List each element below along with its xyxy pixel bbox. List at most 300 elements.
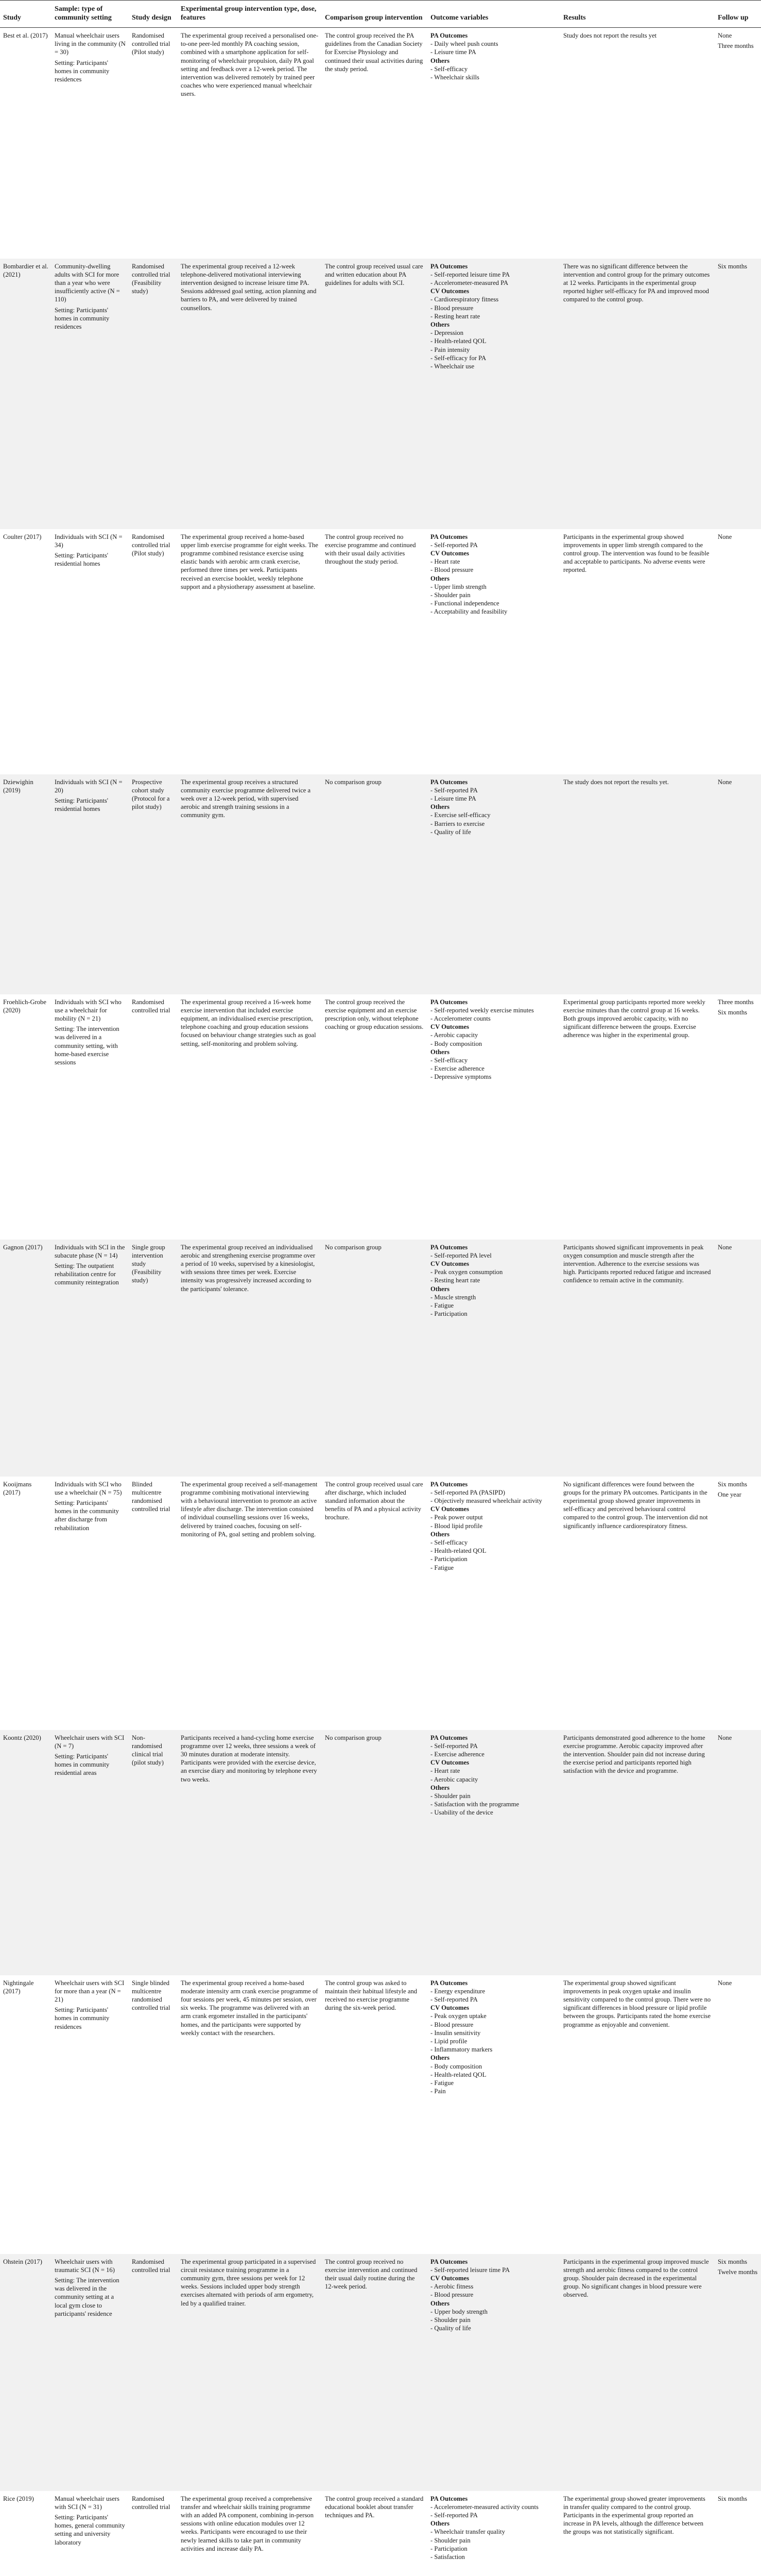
comparison-cell bbox=[322, 28, 427, 259]
outcomes-cell bbox=[427, 1975, 560, 2254]
outcomes-cell bbox=[427, 28, 560, 259]
sample-cell bbox=[51, 1975, 129, 2254]
outcome-heading: Others bbox=[430, 2054, 450, 2062]
outcome-item: - Exercise adherence bbox=[430, 1750, 485, 1758]
outcome-heading: Others bbox=[430, 57, 450, 64]
outcome-heading: PA Outcomes bbox=[430, 778, 468, 786]
outcome-item: - Self-efficacy for PA bbox=[430, 354, 487, 362]
sample-text: Individuals with SCI (N = 34) bbox=[55, 533, 123, 549]
results-cell bbox=[560, 1975, 715, 2254]
table-row bbox=[0, 994, 761, 1240]
sample-text: Setting: The outpatient rehabilitation centre for community reintegration bbox=[55, 1262, 119, 1286]
study-name: Koontz (2020) bbox=[3, 1734, 41, 1741]
outcome-item: - Muscle strength bbox=[430, 1293, 476, 1301]
outcome-item: - Pain bbox=[430, 2088, 446, 2095]
followup-text: None bbox=[718, 1979, 732, 1987]
design-text: Randomised controlled trial bbox=[132, 2258, 170, 2274]
results-text: Participants in the experimental group showed improvements in upper limb strength compared to the control group. The intervention was found to be feasible and acceptable to participants. No adverse events were reported. bbox=[563, 533, 710, 574]
outcomes-cell bbox=[427, 1477, 560, 1730]
table-body bbox=[0, 28, 761, 2576]
followup-cell bbox=[715, 1730, 761, 1975]
design-text: Randomised controlled trial (Pilot study) bbox=[132, 533, 170, 557]
sample-cell bbox=[51, 1730, 129, 1975]
outcome-item: - Self-reported PA bbox=[430, 1742, 478, 1750]
sample-text: Manual wheelchair users living in the community (N = 30) bbox=[55, 32, 126, 56]
design-cell bbox=[129, 529, 178, 774]
header-design: Study design bbox=[129, 1, 178, 28]
sample-text: Wheelchair users with SCI for more than a year (N = 21) bbox=[55, 1979, 125, 2003]
outcome-item: - Lipid profile bbox=[430, 2037, 468, 2045]
outcome-item: - Self-efficacy bbox=[430, 65, 468, 73]
outcome-item: - Wheelchair transfer quality bbox=[430, 2528, 505, 2536]
sample-cell bbox=[51, 774, 129, 994]
intervention-cell bbox=[178, 28, 322, 259]
study-name: Rice (2019) bbox=[3, 2495, 34, 2502]
outcome-item: - Aerobic capacity bbox=[430, 1031, 478, 1039]
results-cell bbox=[560, 994, 715, 1240]
sample-text: Individuals with SCI (N = 20) bbox=[55, 778, 123, 794]
outcome-item: - Usability of the device bbox=[430, 1809, 493, 1817]
design-cell bbox=[129, 1730, 178, 1975]
study-name: Nightingale (2017) bbox=[3, 1979, 34, 1995]
outcome-item: - Depressive symptoms bbox=[430, 1073, 492, 1081]
sample-text: Setting: Participants' homes, general community setting and university laboratory bbox=[55, 2513, 125, 2546]
header-row bbox=[0, 1, 761, 28]
outcome-item: - Health-related QOL bbox=[430, 2071, 487, 2078]
sample-text: Setting: Participants' homes in community residences bbox=[55, 306, 110, 330]
study-cell bbox=[0, 994, 51, 1240]
outcome-heading: PA Outcomes bbox=[430, 1979, 468, 1987]
outcome-item: - Aerobic capacity bbox=[430, 1775, 478, 1783]
outcome-item: - Blood pressure bbox=[430, 304, 474, 312]
design-cell bbox=[129, 994, 178, 1240]
design-cell bbox=[129, 1477, 178, 1730]
design-cell bbox=[129, 259, 178, 529]
design-text: Prospective cohort study (Protocol for a pilot study) bbox=[132, 778, 170, 811]
header-followup: Follow up bbox=[715, 1, 761, 28]
design-cell bbox=[129, 1240, 178, 1477]
header-comparison: Comparison group intervention bbox=[322, 1, 427, 28]
followup-cell bbox=[715, 28, 761, 259]
comparison-cell bbox=[322, 2254, 427, 2491]
outcome-heading: PA Outcomes bbox=[430, 262, 468, 270]
outcome-heading: Others bbox=[430, 1784, 450, 1791]
study-name: Coulter (2017) bbox=[3, 533, 42, 540]
outcome-item: - Self-reported PA (PASIPD) bbox=[430, 1488, 505, 1496]
outcome-item: - Depression bbox=[430, 329, 464, 337]
study-cell bbox=[0, 529, 51, 774]
comparison-text: No comparison group bbox=[325, 778, 382, 786]
outcome-item: - Exercise adherence bbox=[430, 1065, 485, 1073]
comparison-cell bbox=[322, 259, 427, 529]
outcome-item: - Quality of life bbox=[430, 2325, 471, 2332]
outcome-item: - Accelerometer-measured PA bbox=[430, 279, 509, 286]
outcome-item: - Self-reported PA bbox=[430, 786, 478, 794]
design-cell bbox=[129, 28, 178, 259]
design-text: Single group intervention study (Feasibility study) bbox=[132, 1243, 165, 1284]
followup-cell bbox=[715, 994, 761, 1240]
results-cell bbox=[560, 1730, 715, 1975]
outcome-item: - Satisfaction with the programme bbox=[430, 1801, 520, 1808]
outcome-heading: Others bbox=[430, 1530, 450, 1538]
table-row bbox=[0, 1730, 761, 1975]
study-name: Froehlich-Grobe (2020) bbox=[3, 998, 46, 1014]
outcome-item: - Blood pressure bbox=[430, 2291, 474, 2299]
study-cell bbox=[0, 28, 51, 259]
intervention-text: The experimental group received a 12-week telephone-delivered motivational interviewing intervention designed to increase leisure time PA. Sessions addressed goal setting, action planning and barriers to PA, and were delivered by trained counsellors. bbox=[181, 262, 317, 312]
followup-text: None bbox=[718, 533, 732, 540]
followup-text: Three months bbox=[718, 42, 754, 50]
outcomes-cell bbox=[427, 529, 560, 774]
sample-cell bbox=[51, 1477, 129, 1730]
intervention-text: The experimental group received a self-management programme combining motivational interviewing with a behavioural intervention to promote an active lifestyle after discharge. The intervention consisted of individual counselling sessions over 16 weeks, delivered by trained coaches, focusing on self-monitoring of PA, goal setting and problem solving. bbox=[181, 1480, 318, 1538]
study-cell bbox=[0, 1477, 51, 1730]
comparison-cell bbox=[322, 774, 427, 994]
results-text: The experimental group showed significant improvements in peak oxygen uptake and insulin sensitivity compared to the control group. There were no significant differences in blood pressure or lipid profile between the groups. Participants rated the home exercise programme as enjoyable and convenient. bbox=[563, 1979, 711, 2028]
design-text: Randomised controlled trial (Feasibility study) bbox=[132, 262, 170, 295]
outcome-item: - Fatigue bbox=[430, 1301, 454, 1309]
sample-text: Setting: Participants' homes in community residences bbox=[55, 2006, 110, 2030]
intervention-text: The experimental group participated in a supervised circuit resistance training programme in a community gym, three sessions per week for 12 weeks. Sessions included upper body strength exercises alternated with periods of arm ergometry, led by a qualified trainer. bbox=[181, 2258, 316, 2307]
sample-cell bbox=[51, 2254, 129, 2491]
followup-text: None bbox=[718, 1734, 732, 1741]
outcome-item: - Resting heart rate bbox=[430, 312, 480, 320]
study-name: Best et al. (2017) bbox=[3, 32, 48, 39]
outcome-item: - Pain intensity bbox=[430, 346, 470, 353]
intervention-cell bbox=[178, 774, 322, 994]
outcomes-cell bbox=[427, 259, 560, 529]
results-text: Study does not report the results yet bbox=[563, 32, 657, 39]
comparison-text: The control group received a standard educational booklet about transfer techniques and PA. bbox=[325, 2495, 424, 2519]
comparison-cell bbox=[322, 529, 427, 774]
design-text: Randomised controlled trial bbox=[132, 998, 170, 1014]
outcome-heading: CV Outcomes bbox=[430, 287, 469, 295]
followup-cell bbox=[715, 774, 761, 994]
table-row bbox=[0, 259, 761, 529]
sample-text: Individuals with SCI in the subacute phase (N = 14) bbox=[55, 1243, 125, 1259]
results-cell bbox=[560, 2491, 715, 2576]
outcome-item: - Participation bbox=[430, 2545, 468, 2552]
outcome-item: - Self-reported PA bbox=[430, 2511, 478, 2519]
outcome-heading: CV Outcomes bbox=[430, 1260, 469, 1267]
study-cell bbox=[0, 1975, 51, 2254]
outcome-item: - Heart rate bbox=[430, 558, 460, 566]
followup-text: Twelve months bbox=[718, 2268, 758, 2276]
results-cell bbox=[560, 1240, 715, 1477]
outcome-heading: PA Outcomes bbox=[430, 2258, 468, 2265]
design-text: Randomised controlled trial (Pilot study) bbox=[132, 32, 170, 56]
table-row bbox=[0, 2491, 761, 2576]
followup-cell bbox=[715, 529, 761, 774]
outcome-heading: PA Outcomes bbox=[430, 32, 468, 39]
outcome-item: - Peak oxygen consumption bbox=[430, 1268, 503, 1276]
comparison-cell bbox=[322, 1477, 427, 1730]
intervention-cell bbox=[178, 2491, 322, 2576]
outcome-heading: Others bbox=[430, 803, 450, 811]
intervention-cell bbox=[178, 1975, 322, 2254]
sample-text: Setting: The intervention was delivered in the community setting at a local gym close to participants' residence bbox=[55, 2276, 119, 2317]
outcome-item: - Barriers to exercise bbox=[430, 820, 485, 827]
outcome-heading: PA Outcomes bbox=[430, 533, 468, 540]
outcome-item: - Daily wheel push counts bbox=[430, 40, 498, 48]
followup-text: Six months bbox=[718, 262, 748, 270]
followup-cell bbox=[715, 2254, 761, 2491]
outcome-item: - Self-reported PA bbox=[430, 541, 478, 549]
results-cell bbox=[560, 1477, 715, 1730]
outcome-item: - Upper limb strength bbox=[430, 583, 487, 590]
table-row bbox=[0, 1975, 761, 2254]
outcomes-cell bbox=[427, 1240, 560, 1477]
outcome-item: - Wheelchair skills bbox=[430, 74, 479, 81]
outcomes-cell bbox=[427, 994, 560, 1240]
design-cell bbox=[129, 2491, 178, 2576]
outcome-item: - Blood pressure bbox=[430, 2021, 474, 2028]
outcome-item: - Fatigue bbox=[430, 2079, 454, 2087]
outcome-heading: PA Outcomes bbox=[430, 1480, 468, 1488]
outcome-heading: PA Outcomes bbox=[430, 1734, 468, 1741]
comparison-cell bbox=[322, 1240, 427, 1477]
results-text: Experimental group participants reported more weekly exercise minutes than the control group at 16 weeks. Both groups improved aerobic capacity, with no significant difference between the groups. Exercise adherence was higher in the experimental group. bbox=[563, 998, 705, 1039]
sample-text: Wheelchair users with SCI (N = 7) bbox=[55, 1734, 125, 1750]
outcome-item: - Shoulder pain bbox=[430, 1792, 471, 1800]
outcome-item: - Objectively measured wheelchair activity bbox=[430, 1497, 542, 1504]
outcome-heading: Others bbox=[430, 2520, 450, 2528]
study-cell bbox=[0, 774, 51, 994]
outcome-item: - Health-related QOL bbox=[430, 337, 487, 345]
table-row bbox=[0, 28, 761, 259]
results-cell bbox=[560, 529, 715, 774]
outcome-heading: PA Outcomes bbox=[430, 1243, 468, 1251]
followup-cell bbox=[715, 259, 761, 529]
study-cell bbox=[0, 1730, 51, 1975]
intervention-text: The experimental group received a personalised one-to-one peer-led monthly PA coaching session, combined with a smartphone application for self-monitoring of wheelchair propulsion, daily PA goal setting and feedback over a 12-week period. The intervention was delivered remotely by trained peer coaches who were experienced manual wheelchair users. bbox=[181, 32, 319, 98]
outcome-item: - Accelerometer counts bbox=[430, 1014, 491, 1022]
followup-cell bbox=[715, 2491, 761, 2576]
sample-text: Setting: Participants' homes in community residential areas bbox=[55, 1752, 110, 1777]
outcome-heading: CV Outcomes bbox=[430, 1023, 469, 1031]
outcome-item: - Shoulder pain bbox=[430, 591, 471, 599]
followup-text: Six months bbox=[718, 2495, 748, 2502]
results-cell bbox=[560, 2254, 715, 2491]
outcome-item: - Fatigue bbox=[430, 1564, 454, 1571]
outcomes-cell bbox=[427, 2491, 560, 2576]
intervention-cell bbox=[178, 259, 322, 529]
outcome-item: - Body composition bbox=[430, 1040, 482, 1047]
outcome-item: - Acceptability and feasibility bbox=[430, 608, 508, 616]
outcome-item: - Self-reported weekly exercise minutes bbox=[430, 1006, 534, 1014]
outcome-item: - Participation bbox=[430, 1555, 468, 1563]
comparison-cell bbox=[322, 1975, 427, 2254]
outcome-item: - Quality of life bbox=[430, 828, 471, 836]
intervention-text: Participants received a hand-cycling home exercise programme over 12 weeks, three sessions a week of 30 minutes duration at moderate intensity. Participants were provided with the exercise device, an exercise diary and monitoring by telephone every two weeks. bbox=[181, 1734, 317, 1783]
sample-text: Setting: Participants' homes in community residences bbox=[55, 59, 110, 83]
sample-cell bbox=[51, 28, 129, 259]
outcome-heading: Others bbox=[430, 320, 450, 328]
followup-text: Six months bbox=[718, 1008, 748, 1016]
study-name: Ohstein (2017) bbox=[3, 2258, 42, 2265]
outcome-item: - Shoulder pain bbox=[430, 2316, 471, 2324]
intervention-cell bbox=[178, 994, 322, 1240]
header-intervention: Experimental group intervention type, dose, features bbox=[178, 1, 322, 28]
outcome-item: - Energy expenditure bbox=[430, 1987, 486, 1995]
followup-cell bbox=[715, 1975, 761, 2254]
sample-text: Wheelchair users with traumatic SCI (N = 16) bbox=[55, 2258, 115, 2274]
intervention-cell bbox=[178, 1240, 322, 1477]
comparison-text: The control group received usual care after discharge, which included standard information about the benefits of PA and a physical activity brochure. bbox=[325, 1480, 423, 1521]
header-outcomes: Outcome variables bbox=[427, 1, 560, 28]
followup-text: Six months bbox=[718, 2258, 748, 2265]
comparison-cell bbox=[322, 994, 427, 1240]
outcome-item: - Blood lipid profile bbox=[430, 1522, 483, 1530]
study-name: Kooijmans (2017) bbox=[3, 1480, 32, 1496]
results-cell bbox=[560, 259, 715, 529]
table-row bbox=[0, 1240, 761, 1477]
sample-text: Individuals with SCI who use a wheelchair (N = 75) bbox=[55, 1480, 122, 1496]
results-text: Participants showed significant improvements in peak oxygen consumption and muscle strength after the intervention. Adherence to the exercise sessions was high. Participants reported reduced fatigue and increased confidence to remain active in the community. bbox=[563, 1243, 711, 1284]
outcome-item: - Peak oxygen uptake bbox=[430, 2012, 487, 2020]
table-row bbox=[0, 529, 761, 774]
sample-text: Manual wheelchair users with SCI (N = 31) bbox=[55, 2495, 119, 2511]
outcome-item: - Health-related QOL bbox=[430, 1547, 487, 1555]
sample-cell bbox=[51, 1240, 129, 1477]
followup-text: One year bbox=[718, 1490, 741, 1498]
outcome-item: - Self-reported leisure time PA bbox=[430, 2266, 510, 2274]
outcomes-cell bbox=[427, 1730, 560, 1975]
sample-cell bbox=[51, 529, 129, 774]
comparison-text: No comparison group bbox=[325, 1734, 382, 1741]
outcome-item: - Cardiorespiratory fitness bbox=[430, 296, 499, 303]
outcome-item: - Exercise self-efficacy bbox=[430, 811, 491, 819]
outcome-item: - Self-efficacy bbox=[430, 1538, 468, 1546]
outcome-item: - Upper body strength bbox=[430, 2308, 488, 2315]
results-text: There was no significant difference between the intervention and control group for the primary outcomes at 12 weeks. Participants in the experimental group reported higher self-efficacy for PA and improved mood compared to the control group. bbox=[563, 262, 710, 303]
outcome-item: - Leisure time PA bbox=[430, 48, 476, 56]
outcome-heading: CV Outcomes bbox=[430, 1759, 469, 1767]
results-text: No significant differences were found between the groups for the primary PA outcomes. Participants in the experimental group showed greater improvements in self-efficacy and perceived behavioural control compared to the control group. The intervention did not significantly influence cardiorespiratory fitness. bbox=[563, 1480, 708, 1530]
outcome-heading: PA Outcomes bbox=[430, 2495, 468, 2502]
outcome-item: - Self-reported PA level bbox=[430, 1251, 492, 1259]
intervention-text: The experimental group received a home-based upper limb exercise programme for eight weeks. The programme combined resistance exercise using elastic bands with aerobic arm crank exercise, performed three times per week. Participants received an exercise booklet, weekly telephone support and a physiotherapy assessment at baseline. bbox=[181, 533, 318, 590]
comparison-text: The control group received usual care and written education about PA guidelines for adults with SCI. bbox=[325, 262, 423, 286]
outcome-item: - Satisfaction bbox=[430, 2553, 465, 2561]
outcome-heading: PA Outcomes bbox=[430, 998, 468, 1006]
outcome-heading: CV Outcomes bbox=[430, 549, 469, 557]
followup-text: Six months bbox=[718, 1480, 748, 1488]
design-cell bbox=[129, 1975, 178, 2254]
outcome-heading: Others bbox=[430, 1048, 450, 1056]
outcome-item: - Self-reported leisure time PA bbox=[430, 270, 510, 278]
comparison-cell bbox=[322, 2491, 427, 2576]
intervention-cell bbox=[178, 1730, 322, 1975]
intervention-cell bbox=[178, 529, 322, 774]
outcome-item: - Functional independence bbox=[430, 600, 499, 607]
table-row bbox=[0, 1477, 761, 1730]
intervention-text: The experimental group received a comprehensive transfer and wheelchair skills training programme with an added PA component, combining in-person sessions with online education modules over 12 weeks. Participants were encouraged to use their newly learned skills to take part in community activities and increase daily PA. bbox=[181, 2495, 314, 2552]
followup-text: None bbox=[718, 778, 732, 786]
outcome-item: - Wheelchair use bbox=[430, 362, 475, 370]
outcome-item: - Resting heart rate bbox=[430, 1277, 480, 1284]
followup-text: None bbox=[718, 1243, 732, 1251]
outcome-item: - Self-efficacy bbox=[430, 1056, 468, 1064]
outcome-item: - Heart rate bbox=[430, 1767, 460, 1775]
table-row bbox=[0, 774, 761, 994]
comparison-text: The control group received no exercise intervention and continued their usual daily routine during the 12-week period. bbox=[325, 2258, 418, 2291]
outcomes-cell bbox=[427, 2254, 560, 2491]
outcome-item: - Body composition bbox=[430, 2062, 482, 2070]
results-text: The study does not report the results yet. bbox=[563, 778, 669, 786]
outcome-heading: Others bbox=[430, 574, 450, 582]
outcome-item: - Blood pressure bbox=[430, 566, 474, 574]
table-row bbox=[0, 2254, 761, 2491]
outcome-item: - Inflammatory markers bbox=[430, 2046, 493, 2054]
sample-cell bbox=[51, 2491, 129, 2576]
outcome-item: - Self-reported PA bbox=[430, 1995, 478, 2003]
results-cell bbox=[560, 774, 715, 994]
sample-text: Setting: Participants' residential homes bbox=[55, 796, 109, 813]
header-study: Study bbox=[0, 1, 51, 28]
outcome-item: - Peak power output bbox=[430, 1514, 483, 1521]
comparison-cell bbox=[322, 1730, 427, 1975]
results-text: Participants in the experimental group improved muscle strength and aerobic fitness compared to the control group. Shoulder pain decreased in the experimental group. No significant changes in blood pressure were observed. bbox=[563, 2258, 709, 2299]
sample-text: Setting: Participants' homes in the community after discharge from rehabilitation bbox=[55, 1499, 119, 1532]
outcome-heading: CV Outcomes bbox=[430, 2274, 469, 2282]
design-text: Single blinded multicentre randomised controlled trial bbox=[132, 1979, 170, 2012]
outcome-item: - Insulin sensitivity bbox=[430, 2029, 481, 2037]
intervention-text: The experimental group receives a structured community exercise programme delivered twice a week over a 12-week period, with supervised aerobic and strength training sessions in a community gym. bbox=[181, 778, 311, 819]
sample-text: Community-dwelling adults with SCI for more than a year who were insufficiently active (N = 110) bbox=[55, 262, 120, 303]
header-sample: Sample: type of community setting bbox=[51, 1, 129, 28]
results-text: Participants demonstrated good adherence to the home exercise programme. Aerobic capacity improved after the intervention. Shoulder pain did not increase during the exercise period and participants reported high satisfaction with the device and programme. bbox=[563, 1734, 705, 1775]
outcome-item: - Aerobic fitness bbox=[430, 2283, 474, 2291]
design-cell bbox=[129, 774, 178, 994]
followup-cell bbox=[715, 1240, 761, 1477]
design-text: Non-randomised clinical trial (pilot study) bbox=[132, 1734, 164, 1767]
outcome-item: - Leisure time PA bbox=[430, 794, 476, 802]
comparison-text: The control group received no exercise programme and continued with their usual daily activities throughout the study period. bbox=[325, 533, 416, 566]
outcome-heading: Others bbox=[430, 2299, 450, 2307]
design-text: Blinded multicentre randomised controlled trial bbox=[132, 1480, 170, 1513]
results-cell bbox=[560, 28, 715, 259]
study-cell bbox=[0, 2491, 51, 2576]
intervention-text: The experimental group received a 16-week home exercise intervention that included exercise equipment, an individualised exercise prescription, telephone coaching and group education sessions focused on behaviour change strategies such as goal setting, self-monitoring and problem solving. bbox=[181, 998, 316, 1047]
intervention-text: The experimental group received an individualised aerobic and strengthening exercise programme over a period of 10 weeks, supervised by a kinesiologist, with sessions three times per week. Exercise intensity was progressively increased according to the participants' tolerance. bbox=[181, 1243, 316, 1293]
design-cell bbox=[129, 2254, 178, 2491]
outcome-item: - Participation bbox=[430, 1310, 468, 1318]
study-name: Gagnon (2017) bbox=[3, 1243, 43, 1251]
intervention-text: The experimental group received a home-based moderate intensity arm crank exercise programme of four sessions per week, 45 minutes per session, over six weeks. The programme was delivered with an arm crank ergometer installed in the participants' homes, and the participants were supported by weekly contact with the researchers. bbox=[181, 1979, 318, 2037]
design-text: Randomised controlled trial bbox=[132, 2495, 170, 2511]
outcome-heading: CV Outcomes bbox=[430, 1505, 469, 1513]
intervention-cell bbox=[178, 2254, 322, 2491]
study-name: Dziewighin (2019) bbox=[3, 778, 33, 794]
study-cell bbox=[0, 259, 51, 529]
comparison-text: The control group received the PA guidelines from the Canadian Society for Exercise Physiology and continued their usual activities during the study period. bbox=[325, 32, 423, 73]
study-name: Bombardier et al. (2021) bbox=[3, 262, 48, 278]
sample-text: Setting: The intervention was delivered in a community setting, with home-based exercise sessions bbox=[55, 1025, 119, 1066]
study-cell bbox=[0, 1240, 51, 1477]
followup-cell bbox=[715, 1477, 761, 1730]
study-cell bbox=[0, 2254, 51, 2491]
intervention-cell bbox=[178, 1477, 322, 1730]
outcome-item: - Accelerometer-measured activity counts bbox=[430, 2503, 539, 2511]
outcomes-cell bbox=[427, 774, 560, 994]
comparison-text: The control group received the exercise equipment and an exercise prescription only, without telephone coaching or group education sessions. bbox=[325, 998, 424, 1031]
sample-text: Individuals with SCI who use a wheelchair for mobility (N = 21) bbox=[55, 998, 122, 1022]
outcome-heading: Others bbox=[430, 1285, 450, 1293]
sample-cell bbox=[51, 994, 129, 1240]
followup-text: Three months bbox=[718, 998, 754, 1006]
outcome-item: - Shoulder pain bbox=[430, 2536, 471, 2544]
